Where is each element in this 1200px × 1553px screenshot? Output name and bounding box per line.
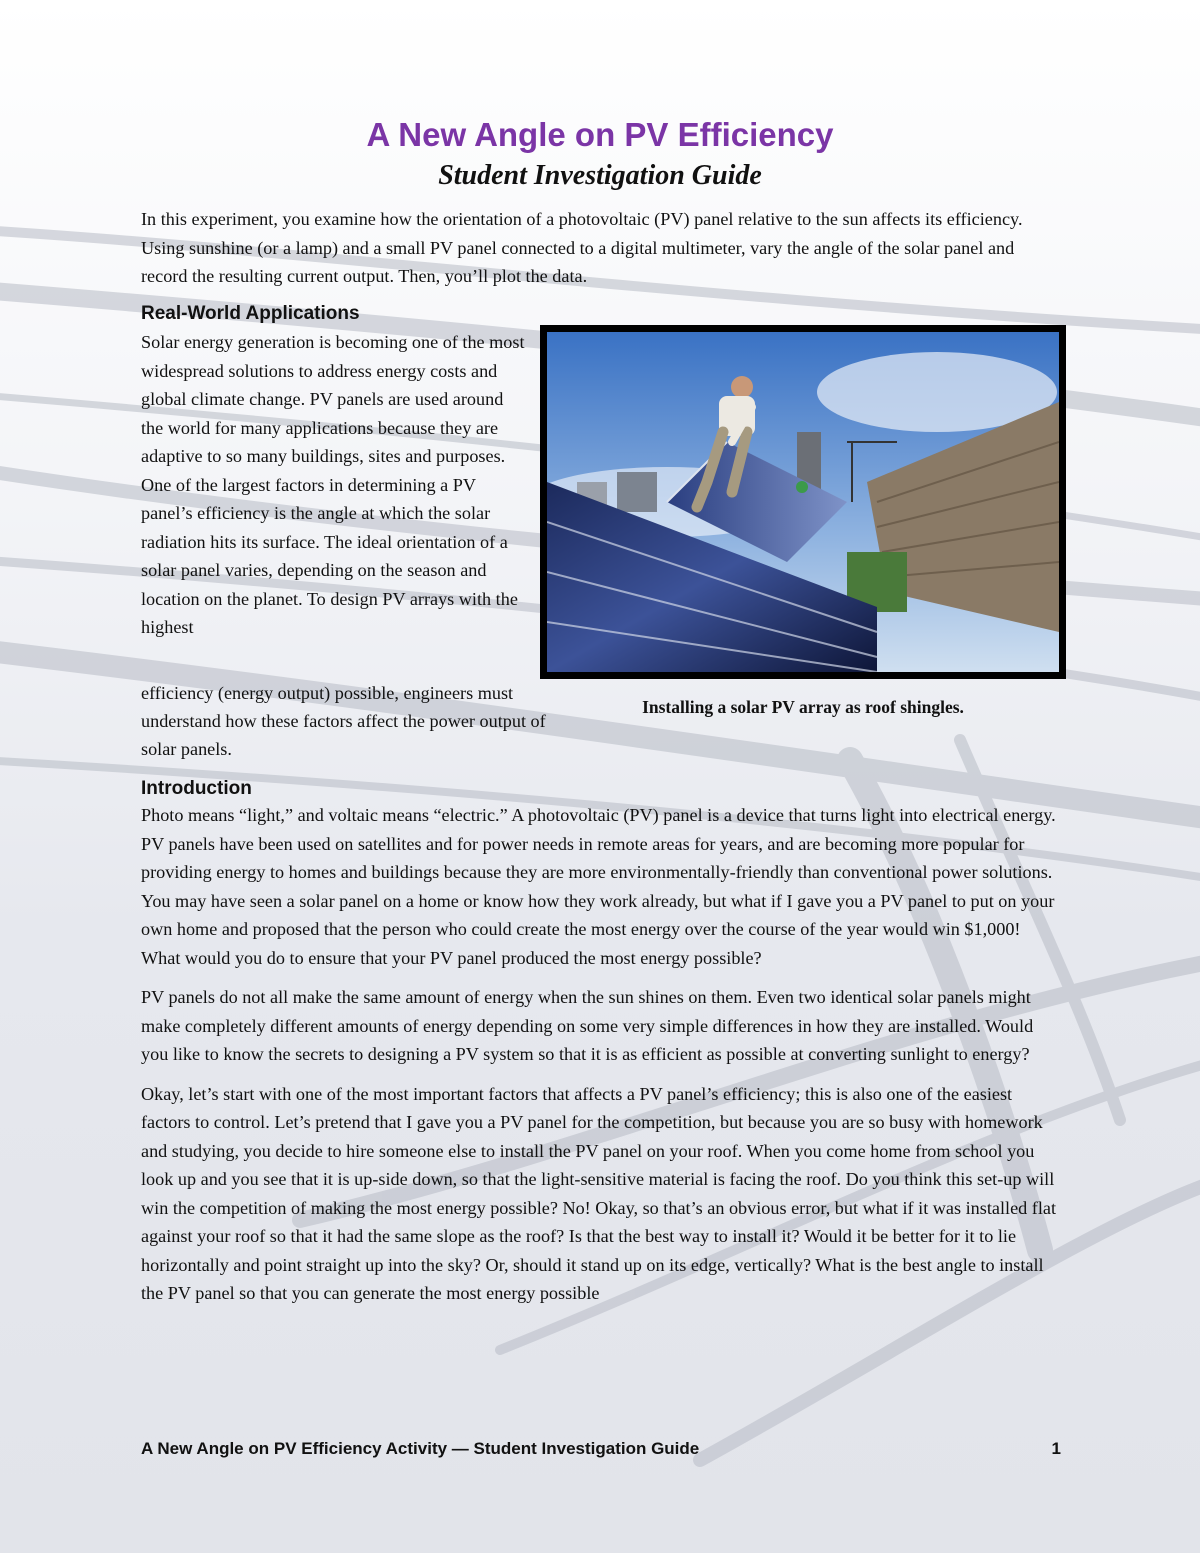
real-world-text-continued: efficiency (energy output) possible, engineers must understand how these factors affect the power output of solar panels. [141,683,546,759]
footer-title: A New Angle on PV Efficiency Activity — Student Investigation Guide [141,1439,700,1458]
rooftop-solar-illustration [547,332,1059,672]
introduction-paragraph-3: Okay, let’s start with one of the most important factors that affects a PV panel’s efficiency; this is also one of the easiest factors to control. Let’s pretend that I gave you a PV panel for the competition, but because you are so busy with homework and studying, you decide to hire someone else to install the PV panel on your roof. When you come home from school you look up and you see that it is up-side down, so that the light-sensitive material is facing the roof. Do you think this set-up will win the competition of making the most energy possible? No! Okay, so that’s an obvious error, but what if it was installed flat against your roof so that it had the same slope as the roof? Is that the best way to install it? Would it be better for it to lie horizontally and point straight up into the sky? Or, should it stand up on its edge, vertically? What is the best angle to install the PV panel so that you can generate the most energy possible [141,1083,1057,1303]
solar-installation-photo [540,325,1066,679]
introduction-body [141,801,1061,1319]
page-subtitle: Student Investigation Guide [438,160,762,191]
intro-paragraph: In this experiment, you examine how the orientation of a photovoltaic (PV) panel relative to the sun affects its efficiency. Using sunshine (or a lamp) and a small PV panel connected to a digital multimeter, vary the angle of the solar panel and record the resulting current output. Then, you’ll plot the data. [141,209,1023,286]
real-world-text: Solar energy generation is becoming one of the most widespread solutions to address energy costs and global climate change. PV panels are used around the world for many applications because they are adaptive to so many buildings, sites and purposes. One of the largest factors in determining a PV panel’s efficiency is the angle at which the solar radiation hits its surface. The ideal orientation of a solar panel varies, depending on the season and location on the planet. To design PV arrays with the highest [141,332,525,637]
photo-caption: Installing a solar PV array as roof shingles. [642,697,964,717]
real-world-heading: Real-World Applications [141,303,360,324]
introduction-paragraph-1: Photo means “light,” and voltaic means “electric.” A photovoltaic (PV) panel is a device that turns light into electrical energy. PV panels have been used on satellites and for power needs in remote areas for years, and are becoming more popular for providing energy to homes and buildings because they are more environmentally-friendly than conventional power solutions. You may have seen a solar panel on a home or know how they work already, but what if I gave you a PV panel to put on your own home and proposed that the person who could create the most energy over the course of the year would win $1,000! What would you do to ensure that your PV panel produced the most energy possible? [141,805,1056,968]
introduction-heading: Introduction [141,778,252,799]
introduction-paragraph-2: PV panels do not all make the same amount of energy when the sun shines on them. Even two identical solar panels might make completely different amounts of energy depending on some very simple differences in how they are installed. Would you like to know the secrets to designing a PV system so that it is as efficient as possible at converting sunlight to energy? [141,987,1034,1064]
page-number: 1 [1051,1439,1061,1458]
page-title: A New Angle on PV Efficiency [366,116,834,153]
